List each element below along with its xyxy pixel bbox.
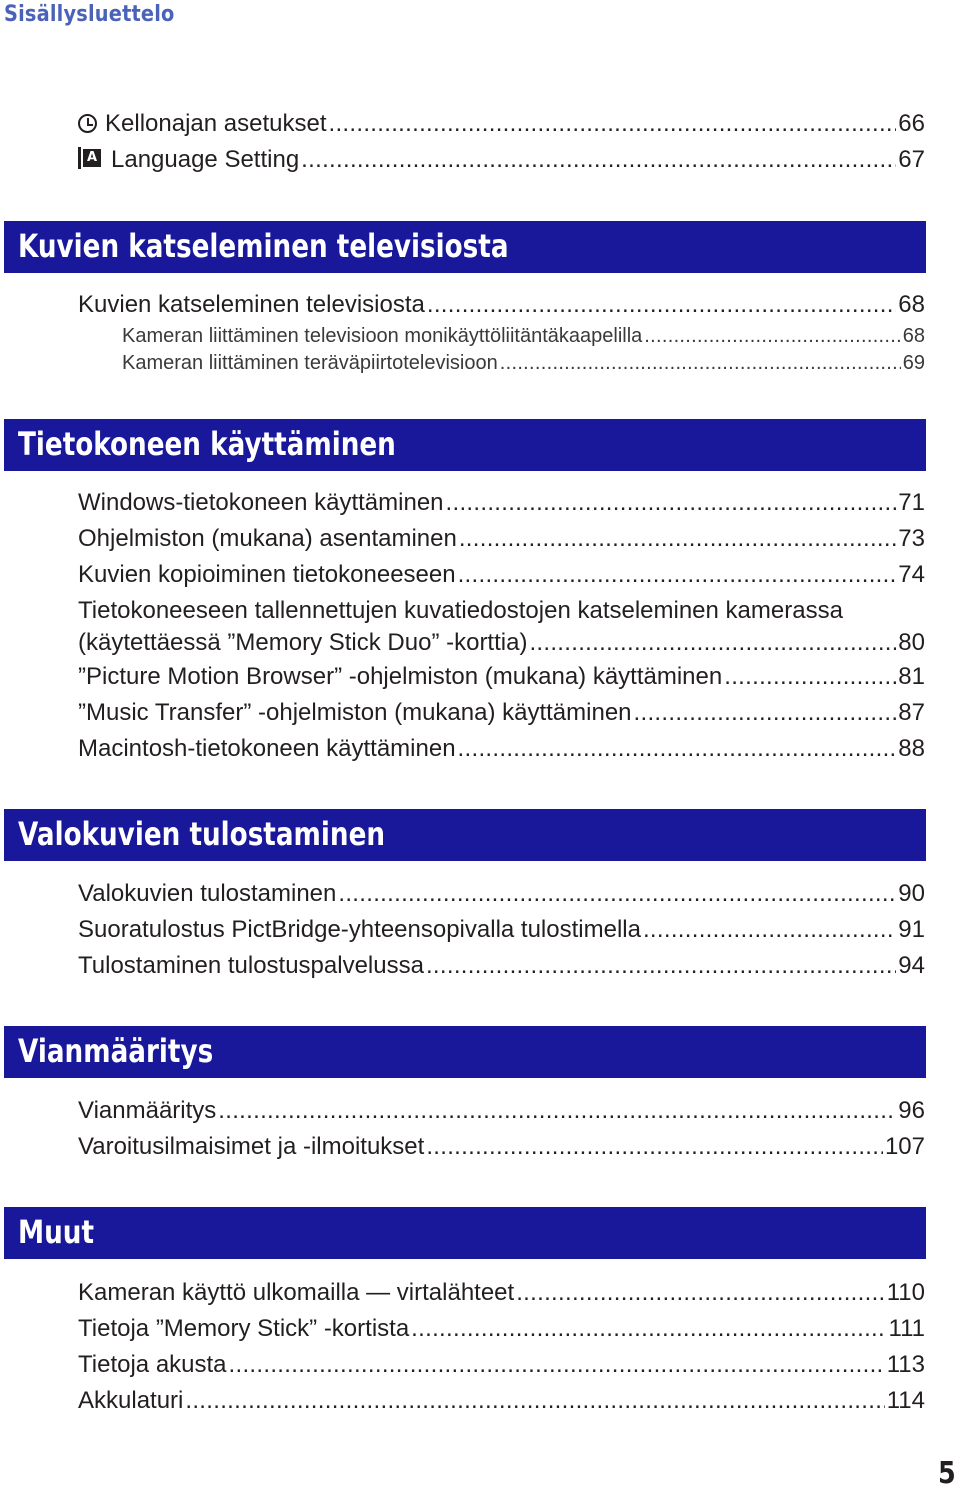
toc-entry[interactable]	[78, 487, 925, 519]
leader-dots	[459, 523, 896, 555]
toc-entry[interactable]	[78, 1131, 925, 1163]
leader-dots	[529, 627, 896, 659]
section-title: Kuvien katseleminen televisiosta	[18, 227, 509, 265]
section-header	[4, 1026, 926, 1078]
section-header	[4, 221, 926, 273]
toc-entry[interactable]	[78, 914, 925, 946]
toc-entry-language-setting[interactable]	[78, 144, 925, 176]
leader-dots	[446, 487, 897, 519]
leader-dots	[724, 661, 896, 693]
toc-entry-page: 88	[898, 735, 925, 762]
toc-entry-page: 73	[898, 525, 925, 552]
page-header-title: Sisällysluettelo	[4, 2, 175, 27]
leader-dots	[411, 1313, 886, 1345]
toc-entry-page: 81	[898, 663, 925, 690]
leader-dots	[500, 347, 901, 379]
leader-dots	[516, 1277, 885, 1309]
section-title: Muut	[18, 1213, 95, 1251]
toc-entry-text: ”Picture Motion Browser” -ohjelmiston (mukana) käyttäminen	[78, 663, 723, 690]
toc-entry-page: 114	[886, 1387, 925, 1414]
toc-entry-text: Windows-tietokoneen käyttäminen	[78, 489, 444, 516]
toc-entry-page: 68	[898, 291, 925, 318]
toc-entry[interactable]	[78, 661, 925, 693]
toc-entry-text: Tietoja akusta	[78, 1351, 227, 1378]
toc-entry-text: Kuvien kopioiminen tietokoneeseen	[78, 561, 456, 588]
toc-entry-page: 87	[898, 699, 925, 726]
toc-entry-text: Ohjelmiston (mukana) asentaminen	[78, 525, 457, 552]
language-icon: A	[78, 147, 101, 169]
toc-entry-text: Vianmääritys	[78, 1097, 217, 1124]
toc-entry-page: 71	[898, 489, 925, 516]
leader-dots	[185, 1385, 884, 1417]
section-title: Vianmääritys	[18, 1032, 214, 1070]
toc-entry[interactable]	[78, 1349, 925, 1381]
leader-dots	[218, 1095, 896, 1127]
leader-dots	[426, 1131, 883, 1163]
toc-entry[interactable]	[78, 523, 925, 555]
toc-entry-text-continued: (käytettäessä ”Memory Stick Duo” -korttia)	[78, 629, 528, 656]
toc-entry-page: 90	[898, 880, 925, 907]
toc-entry-page: 67	[898, 146, 925, 173]
toc-entry-text: Varoitusilmaisimet ja -ilmoitukset	[78, 1133, 425, 1160]
leader-dots	[458, 733, 897, 765]
toc-entry-text: Kameran liittäminen televisioon monikäyttöliitäntäkaapelilla	[122, 325, 643, 347]
toc-entry[interactable]	[78, 733, 925, 765]
toc-entry-page: 110	[886, 1279, 925, 1306]
toc-entry-text: Tietoja ”Memory Stick” -kortista	[78, 1315, 410, 1342]
toc-entry[interactable]	[78, 697, 925, 729]
toc-entry-text: Tulostaminen tulostuspalvelussa	[78, 952, 424, 979]
toc-entry-page: 74	[898, 561, 925, 588]
toc-entry[interactable]	[78, 1385, 925, 1417]
leader-dots	[229, 1349, 885, 1381]
section-title: Valokuvien tulostaminen	[18, 815, 386, 853]
toc-entry-text: Suoratulostus PictBridge-yhteensopivalla tulostimella	[78, 916, 641, 943]
toc-entry-page: 68	[902, 325, 925, 347]
page-number: 5	[938, 1456, 956, 1491]
toc-entry[interactable]	[78, 1277, 925, 1309]
toc-entry[interactable]	[78, 289, 925, 321]
toc-entry-text: Kuvien katseleminen televisiosta	[78, 291, 425, 318]
leader-dots	[427, 289, 896, 321]
section-header	[4, 1207, 926, 1259]
toc-entry-page: 113	[886, 1351, 925, 1378]
leader-dots	[643, 914, 896, 946]
toc-entry-page: 111	[888, 1315, 925, 1342]
toc-entry[interactable]	[78, 559, 925, 591]
toc-entry-page: 107	[884, 1133, 925, 1160]
toc-entry-text: Valokuvien tulostaminen	[78, 880, 337, 907]
toc-entry-page: 80	[898, 629, 925, 656]
toc-entry-page: 91	[898, 916, 925, 943]
leader-dots	[301, 144, 896, 176]
toc-entry-text: Tietokoneeseen tallennettujen kuvatiedostojen katseleminen kamerassa	[78, 597, 843, 624]
toc-entry[interactable]	[78, 1313, 925, 1345]
toc-entry-text: Macintosh-tietokoneen käyttäminen	[78, 735, 456, 762]
toc-entry-text: Akkulaturi	[78, 1387, 184, 1414]
toc-entry-text: Language Setting	[111, 146, 300, 173]
toc-entry-page: 66	[898, 110, 925, 137]
toc-entry-clock-setting[interactable]	[78, 108, 925, 140]
toc-entry[interactable]	[78, 595, 925, 659]
toc-entry-text: Kameran käyttö ulkomailla — virtalähteet	[78, 1279, 515, 1306]
toc-entry[interactable]	[78, 950, 925, 982]
toc-entry-page: 96	[898, 1097, 925, 1124]
toc-entry[interactable]	[78, 1095, 925, 1127]
toc-entry-page: 94	[898, 952, 925, 979]
toc-entry[interactable]	[78, 878, 925, 910]
toc-subentry[interactable]	[122, 347, 925, 379]
leader-dots	[328, 108, 896, 140]
toc-entry-text: Kameran liittäminen teräväpiirtotelevisioon	[122, 352, 498, 374]
toc-entry-page: 69	[902, 352, 925, 374]
leader-dots	[426, 950, 896, 982]
section-header	[4, 809, 926, 861]
section-title: Tietokoneen käyttäminen	[18, 425, 396, 463]
clock-icon	[78, 114, 97, 133]
leader-dots	[458, 559, 897, 591]
leader-dots	[338, 878, 896, 910]
toc-entry-text: Kellonajan asetukset	[105, 110, 327, 137]
toc-entry-text: ”Music Transfer” -ohjelmiston (mukana) käyttäminen	[78, 699, 632, 726]
leader-dots	[634, 697, 897, 729]
section-header	[4, 419, 926, 471]
